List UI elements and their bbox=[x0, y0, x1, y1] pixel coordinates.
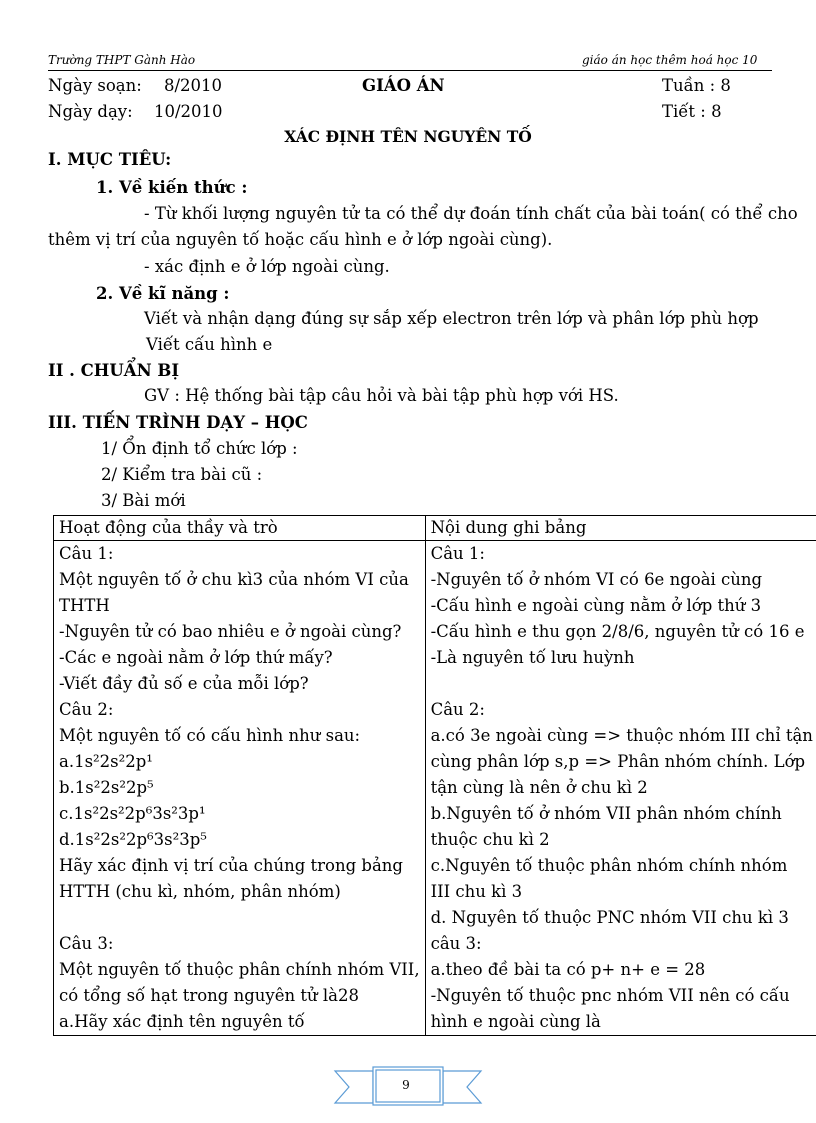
config-a: a.1s²2s²2p¹ bbox=[59, 752, 153, 771]
section-1-2-heading: 2. Về kĩ năng : bbox=[96, 284, 230, 303]
cell-line: d. Nguyên tố thuộc PNC nhóm VII chu kì 3 bbox=[430, 908, 789, 927]
blank-line bbox=[59, 905, 420, 931]
cell-line: -Cấu hình e ngoài cùng nằm ở lớp thứ 3 bbox=[430, 596, 762, 615]
cell-line: THTH bbox=[59, 596, 110, 615]
cell-line: -Nguyên tố thuộc pnc nhóm VII nên có cấu bbox=[430, 986, 790, 1005]
question-title: Câu 3: bbox=[59, 934, 114, 953]
ngay-soan-value: 8/2010 bbox=[164, 76, 223, 95]
document-subject: giáo án học thêm hoá học 10 bbox=[582, 53, 758, 67]
config-c: c.1s²2s²2p⁶3s²3p¹ bbox=[59, 804, 206, 823]
cell-line: Một nguyên tố ở chu kì3 của nhóm VI của bbox=[59, 570, 409, 589]
section-3-item: 1/ Ổn định tổ chức lớp : bbox=[101, 439, 298, 458]
cell-line: -Nguyên tố ở nhóm VI có 6e ngoài cùng bbox=[430, 570, 763, 589]
section-2-heading: II . CHUẨN BỊ bbox=[48, 361, 180, 380]
tuan: Tuần : 8 bbox=[662, 76, 731, 95]
cell-line: hình e ngoài cùng là bbox=[430, 1012, 601, 1031]
ngay-day-label: Ngày dạy: bbox=[48, 102, 133, 121]
cell-line: Hãy xác định vị trí của chúng trong bảng bbox=[59, 856, 403, 875]
section-3-heading: III. TIẾN TRÌNH DẠY – HỌC bbox=[48, 413, 308, 432]
ngay-day-value: 10/2010 bbox=[154, 102, 223, 121]
school-name: Trường THPT Gành Hào bbox=[48, 53, 196, 67]
cell-line: c.Nguyên tố thuộc phân nhóm chính nhóm bbox=[430, 856, 788, 875]
cell-line: thuộc chu kì 2 bbox=[430, 830, 550, 849]
answer-title: Câu 2: bbox=[430, 700, 485, 719]
blank-line bbox=[431, 671, 813, 697]
section-3-item: 2/ Kiểm tra bài cũ : bbox=[101, 465, 263, 484]
giao-an-heading: GIÁO ÁN bbox=[362, 76, 445, 95]
config-b: b.1s²2s²2p⁵ bbox=[59, 778, 154, 797]
cell-line: III chu kì 3 bbox=[430, 882, 523, 901]
ngay-soan-label: Ngày soạn: bbox=[48, 76, 142, 95]
cell-line: -Viết đầy đủ số e của mỗi lớp? bbox=[59, 674, 309, 693]
page-title: XÁC ĐỊNH TÊN NGUYÊN TỐ bbox=[284, 127, 532, 146]
section-1-heading: I. MỤC TIÊU: bbox=[48, 150, 172, 169]
section-1-2-text: Viết và nhận dạng đúng sự sắp xếp electron trên lớp và phân lớp phù hợp bbox=[144, 309, 759, 328]
section-1-1-heading: 1. Về kiến thức : bbox=[96, 178, 248, 197]
question-title: Câu 1: bbox=[59, 544, 114, 563]
cell-line: -Các e ngoài nằm ở lớp thứ mấy? bbox=[59, 648, 333, 667]
cell-line: HTTH (chu kì, nhóm, phân nhóm) bbox=[59, 882, 341, 901]
cell-line: a.theo đề bài ta có p+ n+ e = 28 bbox=[430, 960, 706, 979]
cell-line: -Là nguyên tố lưu huỳnh bbox=[430, 648, 635, 667]
cell-line: b.Nguyên tố ở nhóm VII phân nhóm chính bbox=[430, 804, 782, 823]
section-1-1-text: - Từ khối lượng nguyên tử ta có thể dự đoán tính chất của bài toán( có thể cho bbox=[144, 204, 798, 223]
cell-line: Một nguyên tố thuộc phân chính nhóm VII, bbox=[59, 960, 420, 979]
cell-line: có tổng số hạt trong nguyên tử là28 bbox=[59, 986, 359, 1005]
lesson-table bbox=[53, 515, 816, 1036]
column-header-right: Nội dung ghi bảng bbox=[425, 516, 816, 541]
answer-title: câu 3: bbox=[430, 934, 482, 953]
cell-line: -Nguyên tử có bao nhiêu e ở ngoài cùng? bbox=[59, 622, 402, 641]
cell-line: tận cùng là nên ở chu kì 2 bbox=[430, 778, 648, 797]
section-1-1-text: thêm vị trí của nguyên tố hoặc cấu hình e ở lớp ngoài cùng). bbox=[48, 230, 553, 249]
cell-line: a.có 3e ngoài cùng => thuộc nhóm III chỉ tận bbox=[430, 726, 813, 745]
cell-line: a.Hãy xác định tên nguyên tố bbox=[59, 1012, 305, 1031]
section-1-1-text: - xác định e ở lớp ngoài cùng. bbox=[144, 257, 390, 276]
cell-line: cùng phân lớp s,p => Phân nhóm chính. Lớp bbox=[430, 752, 806, 771]
section-2-text: GV : Hệ thống bài tập câu hỏi và bài tập phù hợp với HS. bbox=[144, 386, 619, 405]
section-3-item: 3/ Bài mới bbox=[101, 491, 186, 510]
header-divider bbox=[48, 70, 772, 71]
left-cell bbox=[54, 541, 426, 1036]
page-number: 9 bbox=[402, 1078, 410, 1092]
config-d: d.1s²2s²2p⁶3s²3p⁵ bbox=[59, 830, 207, 849]
tiet: Tiết : 8 bbox=[662, 102, 722, 121]
right-cell bbox=[425, 541, 816, 1036]
cell-line: Một nguyên tố có cấu hình như sau: bbox=[59, 726, 361, 745]
table-header-row bbox=[54, 516, 816, 541]
answer-title: Câu 1: bbox=[430, 544, 485, 563]
section-1-2-text: Viết cấu hình e bbox=[146, 335, 273, 354]
table-row bbox=[54, 541, 816, 1036]
question-title: Câu 2: bbox=[59, 700, 114, 719]
column-header-left: Hoạt động của thầy và trò bbox=[54, 516, 426, 541]
cell-line: -Cấu hình e thu gọn 2/8/6, nguyên tử có 16 e bbox=[430, 622, 805, 641]
